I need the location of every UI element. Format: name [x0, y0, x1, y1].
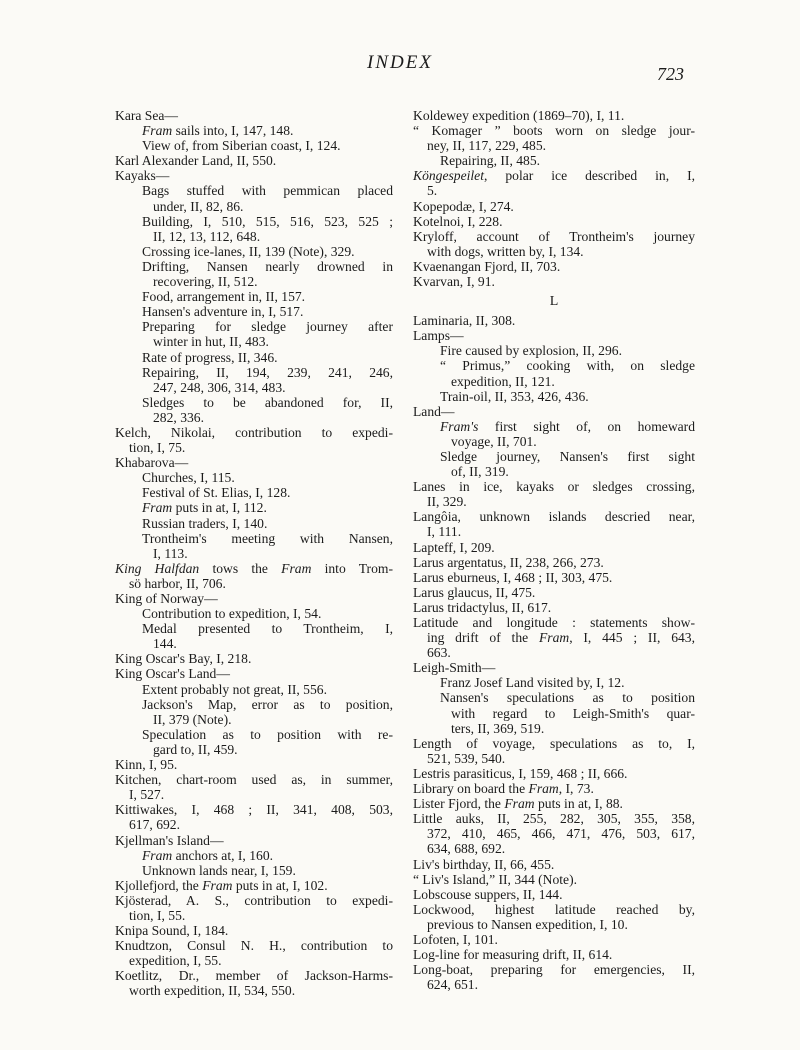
index-entry-line: Liv's birthday, II, 66, 455. [413, 856, 555, 872]
index-entry-line: King Oscar's Land— [115, 666, 230, 682]
index-entry-line: Kinn, I, 95. [115, 757, 178, 773]
index-entry-line: 372, 410, 465, 466, 471, 476, 503, 617, [427, 826, 695, 842]
index-entry-line: Larus argentatus, II, 238, 266, 273. [413, 554, 604, 570]
index-entry-line: expedition, I, 55. [129, 953, 222, 969]
index-entry-line: gard to, II, 459. [153, 741, 238, 757]
index-entry-line: Kelch, Nikolai, contribution to expedi- [115, 424, 393, 440]
index-entry-line: Preparing for sledge journey after [142, 319, 393, 335]
index-entry-line: 5. [427, 183, 438, 199]
index-entry-line: Larus tridactylus, II, 617. [413, 599, 552, 615]
index-entry-line: Fire caused by explosion, II, 296. [440, 343, 622, 359]
index-entry-line: Fram sails into, I, 147, 148. [142, 123, 294, 139]
index-entry-line: Lanes in ice, kayaks or sledges crossing, [413, 479, 695, 495]
index-entry-line: 247, 248, 306, 314, 483. [153, 379, 286, 395]
index-entry-line: Food, arrangement in, II, 157. [142, 289, 306, 305]
index-entry-line: Knipa Sound, I, 184. [115, 923, 229, 939]
index-entry-line: Fram's first sight of, on homeward [440, 418, 695, 434]
index-entry-line: Kayaks— [115, 168, 170, 184]
index-entry-line: Train-oil, II, 353, 426, 436. [440, 388, 589, 404]
index-entry-line: 617, 692. [129, 817, 180, 833]
index-entry-line: ing drift of the Fram, I, 445 ; II, 643, [427, 630, 695, 646]
index-entry-line: I, 113. [153, 545, 188, 561]
index-entry-line: Little auks, II, 255, 282, 305, 355, 358, [413, 811, 695, 827]
index-entry-line: Hansen's adventure in, I, 517. [142, 304, 304, 320]
index-entry-line: Repairing, II, 485. [440, 153, 541, 169]
index-entry-line: Length of voyage, speculations as to, I, [413, 735, 695, 751]
index-entry-line: 282, 336. [153, 409, 204, 425]
index-entry-line: tion, I, 55. [129, 907, 186, 923]
index-entry-line: Kjösterad, A. S., contribution to expedi- [115, 892, 393, 908]
index-entry-line: Kittiwakes, I, 468 ; II, 341, 408, 503, [115, 802, 393, 818]
index-entry-line: “ Komager ” boots worn on sledge jour- [413, 123, 695, 139]
section-letter: L [549, 294, 559, 310]
index-entry-line: with dogs, written by, I, 134. [427, 243, 584, 259]
index-entry-line: Lestris parasiticus, I, 159, 468 ; II, 666. [413, 765, 628, 781]
index-entry-line: Crossing ice-lanes, II, 139 (Note), 329. [142, 243, 355, 259]
index-entry-line: Building, I, 510, 515, 516, 523, 525 ; [142, 213, 393, 229]
index-entry-line: voyage, II, 701. [451, 433, 537, 449]
index-entry-line: “ Primus,” cooking with, on sledge [440, 358, 695, 374]
index-entry-line: Sledges to be abandoned for, II, [142, 394, 393, 410]
index-entry-line: recovering, II, 512. [153, 274, 258, 290]
index-entry-line: II, 379 (Note). [153, 711, 232, 727]
index-entry-line: Long-boat, preparing for emergencies, II, [413, 962, 695, 978]
index-entry-line: Kvaenangan Fjord, II, 703. [413, 258, 561, 274]
index-entry-line: Kara Sea— [115, 108, 179, 123]
index-entry-line: Laminaria, II, 308. [413, 313, 516, 329]
index-entry-line: Koldewey expedition (1869–70), I, 11. [413, 108, 625, 123]
index-entry-line: Larus glaucus, II, 475. [413, 584, 536, 600]
index-entry-line: Library on board the Fram, I, 73. [413, 781, 594, 797]
index-entry-line: tion, I, 75. [129, 440, 186, 456]
index-entry-line: Trontheim's meeting with Nansen, [142, 530, 393, 546]
index-entry-line: Fram anchors at, I, 160. [142, 847, 274, 863]
index-entry-line: of, II, 319. [451, 464, 509, 480]
index-entry-line: I, 527. [129, 787, 165, 803]
index-entry-line: previous to Nansen expedition, I, 10. [427, 916, 628, 932]
index-entry-line: Kjellman's Island— [115, 832, 224, 848]
index-entry-line: Extent probably not great, II, 556. [142, 681, 327, 697]
index-entry-line: Lapteff, I, 209. [413, 539, 495, 555]
index-entry-line: Speculation as to position with re- [142, 726, 393, 742]
index-entry-line: Festival of St. Elias, I, 128. [142, 485, 291, 501]
index-entry-line: Land— [413, 403, 455, 419]
index-entry-line: Jackson's Map, error as to position, [142, 696, 393, 712]
index-entry-line: worth expedition, II, 534, 550. [129, 983, 296, 999]
index-entry-line: Lamps— [413, 328, 464, 344]
index-entry-line: I, 111. [427, 524, 462, 540]
index-entry-line: View of, from Siberian coast, I, 124. [142, 138, 341, 154]
index-entry-line: Kotelnoi, I, 228. [413, 213, 503, 229]
index-entry-line: “ Liv's Island,” II, 344 (Note). [413, 871, 578, 887]
index-entry-line: Kjollefjord, the Fram puts in at, I, 102. [115, 877, 328, 893]
index-entry-line: Bags stuffed with pemmican placed [142, 183, 393, 199]
index-entry-line: King Halfdan tows the Fram into Trom- [115, 560, 393, 576]
index-entry-line: expedition, II, 121. [451, 373, 555, 389]
index-entry-line: Köngespeilet, polar ice described in, I, [413, 168, 695, 184]
index-column-left [115, 108, 393, 999]
index-entry-line: 634, 688, 692. [427, 841, 506, 857]
index-entry-line: Drifting, Nansen nearly drowned in [142, 258, 393, 274]
index-entry-line: King Oscar's Bay, I, 218. [115, 651, 252, 667]
index-column-right [413, 108, 695, 992]
index-entry-line: 624, 651. [427, 977, 478, 993]
index-entry-line: winter in hut, II, 483. [153, 334, 269, 350]
index-entry-line: Rate of progress, II, 346. [142, 349, 278, 365]
index-entry-line: II, 12, 13, 112, 648. [153, 228, 261, 244]
index-entry-line: Kryloff, account of Trontheim's journey [413, 228, 695, 244]
index-entry-line: Kvarvan, I, 91. [413, 274, 495, 290]
index-entry-line: Sledge journey, Nansen's first sight [440, 448, 695, 464]
index-entry-line: Repairing, II, 194, 239, 241, 246, [142, 364, 393, 380]
index-entry-line: Knudtzon, Consul N. H., contribution to [115, 938, 393, 954]
index-entry-line: Kopepodæ, I, 274. [413, 198, 514, 214]
index-entry-line: Lister Fjord, the Fram puts in at, I, 88. [413, 796, 623, 812]
index-entry-line: ters, II, 369, 519. [451, 720, 545, 736]
index-entry-line: sö harbor, II, 706. [129, 575, 226, 591]
running-head: INDEX [367, 52, 433, 73]
index-entry-line: Kitchen, chart-room used as, in summer, [115, 772, 393, 788]
index-entry-line: II, 329. [427, 494, 467, 510]
index-entry-line: Russian traders, I, 140. [142, 515, 268, 531]
index-entry-line: Nansen's speculations as to position [440, 690, 695, 706]
index-entry-line: Latitude and longitude : statements show- [413, 615, 695, 630]
index-entry-line: Karl Alexander Land, II, 550. [115, 153, 277, 169]
index-entry-line: Lockwood, highest latitude reached by, [413, 901, 695, 917]
index-entry-line: Lobscouse suppers, II, 144. [413, 886, 563, 902]
index-entry-line: Fram puts in at, I, 112. [142, 500, 267, 516]
index-entry-line: Unknown lands near, I, 159. [142, 862, 296, 878]
index-entry-line: Langôia, unknown islands descried near, [413, 509, 695, 525]
index-entry-line: Log-line for measuring drift, II, 614. [413, 947, 613, 963]
index-entry-line: 663. [427, 645, 451, 661]
index-entry-line: Leigh-Smith— [413, 660, 496, 676]
index-entry-line: Churches, I, 115. [142, 470, 235, 486]
index-entry-line: Lofoten, I, 101. [413, 931, 498, 947]
index-entry-line: Medal presented to Trontheim, I, [142, 621, 393, 637]
index-entry-line: King of Norway— [115, 591, 218, 606]
index-entry-line: Franz Josef Land visited by, I, 12. [440, 675, 625, 691]
index-entry-line: Koetlitz, Dr., member of Jackson-Harms- [115, 968, 393, 984]
index-entry-line: Contribution to expedition, I, 54. [142, 606, 322, 622]
index-entry-line: under, II, 82, 86. [153, 198, 244, 214]
index-entry-line: Khabarova— [115, 455, 189, 471]
page-number: 723 [657, 64, 684, 84]
index-entry-line: with regard to Leigh-Smith's quar- [451, 705, 695, 721]
index-entry-line: 521, 539, 540. [427, 750, 506, 766]
index-entry-line: ney, II, 117, 229, 485. [427, 138, 547, 154]
index-entry-line: Larus eburneus, I, 468 ; II, 303, 475. [413, 569, 613, 585]
index-entry-line: 144. [153, 636, 177, 652]
